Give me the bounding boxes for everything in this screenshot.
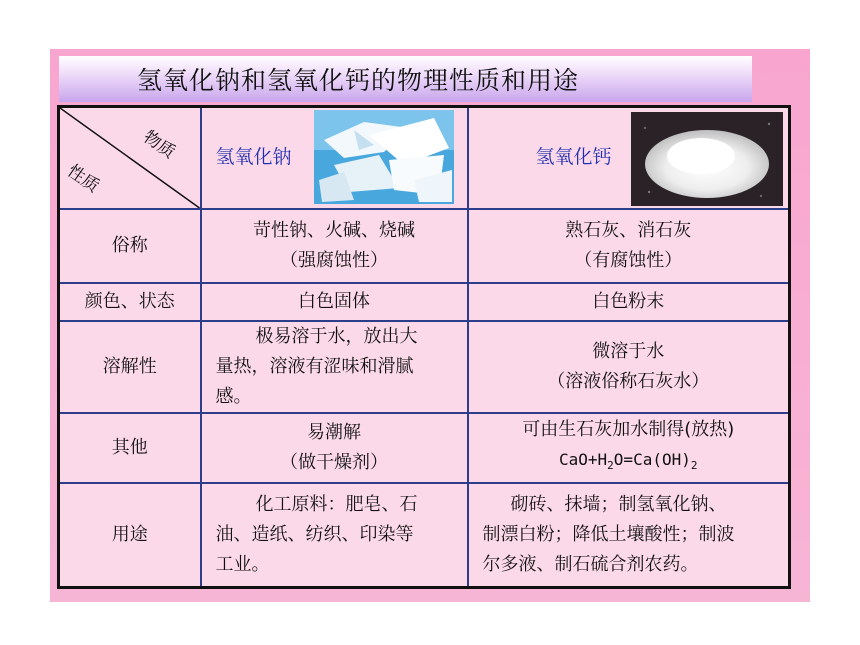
cell-line: 制漂白粉；降低土壤酸性；制波 bbox=[482, 523, 735, 545]
cell-line: 感。 bbox=[215, 386, 252, 407]
header-naoh bbox=[201, 107, 468, 210]
naoh-cell bbox=[201, 209, 468, 283]
naoh-cell bbox=[201, 321, 468, 413]
cell-line: 极易溶于水，放出大 bbox=[255, 326, 418, 347]
cell-line: 易潮解 bbox=[307, 422, 361, 443]
row-label: 俗称 bbox=[59, 209, 201, 283]
cell-line: 白色固体 bbox=[298, 291, 370, 312]
table-row bbox=[59, 321, 790, 413]
cell-line: 油、造纸、纺织、印染等 bbox=[215, 523, 414, 545]
cell-line: 白色粉末 bbox=[592, 291, 665, 312]
corner-label-property: 性质 bbox=[63, 161, 103, 197]
chemical-equation: $CaO+H_2O=Ca(OH)_2$ bbox=[559, 449, 698, 473]
caoh2-cell bbox=[468, 209, 790, 283]
caoh2-powder-image bbox=[631, 112, 783, 206]
caoh2-cell bbox=[468, 413, 790, 483]
row-label: 其他 bbox=[59, 413, 201, 483]
properties-table bbox=[57, 105, 791, 589]
row-label: 溶解性 bbox=[59, 321, 201, 413]
cell-line: 化工原料：肥皂、石 bbox=[255, 493, 418, 515]
cell-line: 尔多液、制石硫合剂农药。 bbox=[482, 553, 699, 575]
table-row bbox=[59, 283, 790, 321]
naoh-cell bbox=[201, 413, 468, 483]
cell-line: 熟石灰、消石灰 bbox=[565, 220, 692, 241]
cell-line: （有腐蚀性） bbox=[574, 250, 683, 271]
naoh-label: 氢氧化钠 bbox=[215, 146, 292, 168]
cell-line: 可由生石灰加水制得(放热) bbox=[522, 418, 735, 440]
cell-line: 量热，溶液有涩味和滑腻 bbox=[215, 356, 414, 377]
corner-label-substance: 物质 bbox=[138, 127, 179, 163]
slide-title: 氢氧化钠和氢氧化钙的物理性质和用途 bbox=[136, 66, 579, 95]
row-label: 用途 bbox=[59, 483, 201, 587]
cell-line: 砌砖、抹墙；制氢氧化钠、 bbox=[510, 493, 727, 515]
table-row bbox=[59, 483, 790, 587]
caoh2-cell bbox=[468, 321, 790, 413]
row-label: 颜色、状态 bbox=[59, 283, 201, 321]
cell-line: 苛性钠、火碱、烧碱 bbox=[253, 220, 415, 241]
cell-line: （溶液俗称石灰水） bbox=[547, 371, 710, 392]
title-bar bbox=[59, 56, 752, 102]
naoh-cell bbox=[201, 483, 468, 587]
caoh2-cell bbox=[468, 483, 790, 587]
cell-line: （强腐蚀性） bbox=[280, 250, 388, 271]
cell-line: 微溶于水 bbox=[592, 341, 665, 362]
header-row bbox=[59, 107, 790, 210]
naoh-flakes-image bbox=[314, 110, 454, 204]
table-row bbox=[59, 209, 790, 283]
slide bbox=[50, 49, 810, 602]
caoh2-label: 氢氧化钙 bbox=[535, 146, 612, 168]
header-caoh2 bbox=[468, 107, 790, 210]
corner-cell bbox=[59, 107, 201, 210]
cell-line: 工业。 bbox=[215, 553, 270, 575]
table-row bbox=[59, 413, 790, 483]
cell-line: （做干燥剂） bbox=[280, 452, 388, 473]
naoh-cell bbox=[201, 283, 468, 321]
caoh2-cell bbox=[468, 283, 790, 321]
